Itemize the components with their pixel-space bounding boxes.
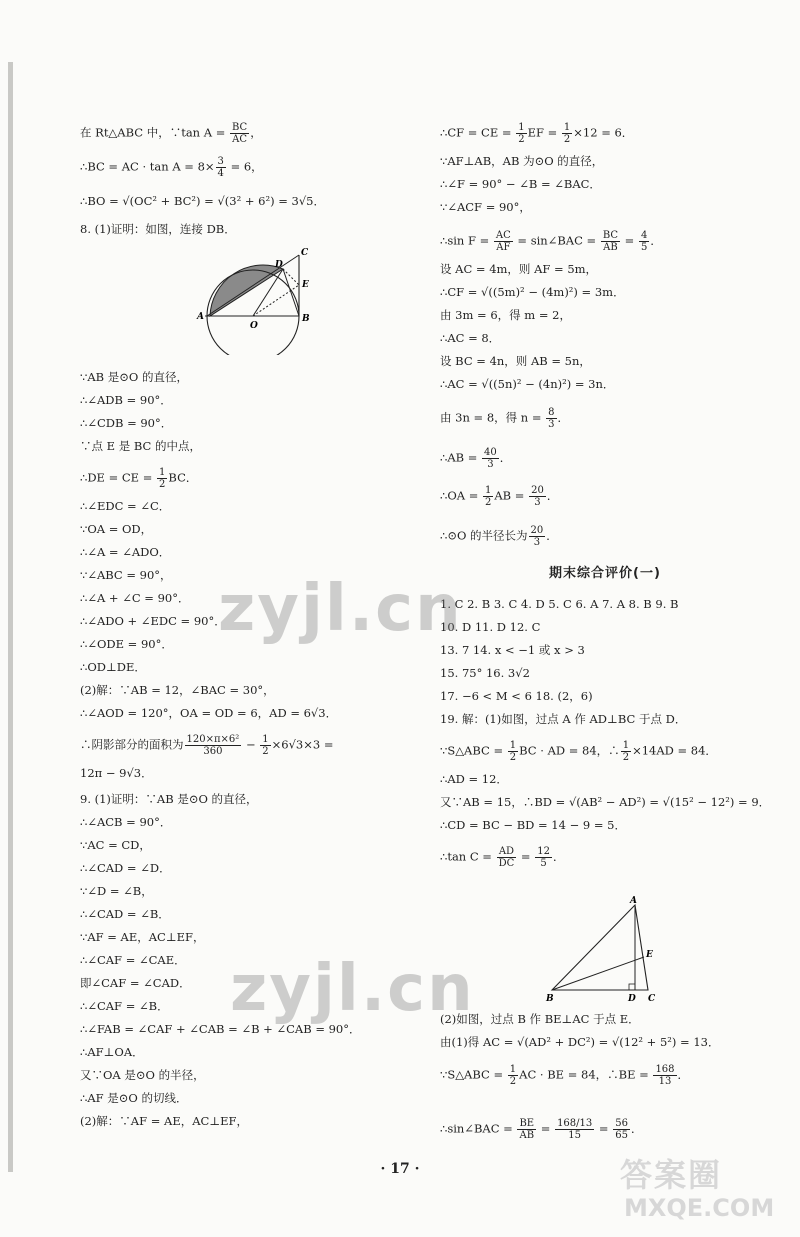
fraction: $\frac{8}{3}$ [548,407,555,430]
text-line: ∴OD⊥DE． [80,660,146,674]
text-line: ∴sin F = $\frac{AC}{AF}$ = sin∠BAC = $\frac{BC}{AB}$ = $\frac{4}{5}$ ． [440,230,662,253]
text-line: 15. 75° 16. 3√2 [440,666,530,680]
figure-triangle [540,895,670,1007]
watermark-1: zyjl.cn [218,572,463,646]
text-line: 又∵AB = 15，∴BD = √(AB² − AD²) = √(15² − 12²) = 9． [440,795,771,809]
text-line: 9. (1)证明：∵AB 是⊙O 的直径， [80,792,258,806]
corner-logo-title: 答案圈 [620,1156,723,1194]
text-line: ∵点 E 是 BC 的中点， [80,439,201,453]
text-line: ∴∠F = 90° − ∠B = ∠BAC． [440,177,601,191]
text-line: ∴BO = √(OC² + BC²) = √(3² + 6²) = 3√5． [80,194,325,208]
text-line: ∴∠A = ∠ADO． [80,545,171,559]
text-line: ∴∠ADO + ∠EDC = 90°． [80,614,226,628]
text-line: ∴∠ODE = 90°． [80,637,173,651]
text-line: 19. 解：(1)如图，过点 A 作 AD⊥BC 于点 D． [440,712,687,726]
fraction: $\frac{40}{3}$ [484,447,497,470]
text-line: 13. 7 14. x < −1 或 x > 3 [440,643,585,657]
text-line: 在 Rt△ABC 中，∵tan A = $\frac{BC}{AC}$ ， [80,122,262,145]
label-A: A [197,312,204,322]
fraction: $\frac{12}{5}$ [537,846,550,869]
text-line: ∴∠EDC = ∠C． [80,499,171,513]
text-line: ∴AD = 12． [440,772,508,786]
text-line: ∴∠CAD = ∠D． [80,861,171,875]
corner-logo-url: MXQE.COM [624,1194,775,1222]
text-line: 12π − 9√3． [80,766,153,780]
text-line: ∴BC = AC · tan A = 8× $\frac{3}{4}$ = 6， [80,156,263,179]
fraction: $\frac{3}{4}$ [217,156,224,179]
label-C2: C [648,994,656,1004]
text-line: ∵AF⊥AB，AB 为⊙O 的直径， [440,154,604,168]
figure-circle-geometry [195,245,320,355]
page-edge-shadow [8,62,13,1172]
text-line: 1. C 2. B 3. C 4. D 5. C 6. A 7. A 8. B 9. B [440,597,679,611]
text-line: ∴CF = CE = $\frac{1}{2}$ EF = $\frac{1}{2}$ ×12 = 6． [440,122,634,145]
text-line: ∴∠ACB = 90°． [80,815,172,829]
text-line: ∴∠FAB = ∠CAF + ∠CAB = ∠B + ∠CAB = 90°． [80,1022,361,1036]
fraction: $\frac{56}{65}$ [615,1118,628,1141]
text-line: ∵S△ABC = $\frac{1}{2}$ BC · AD = 84，∴ $\frac{1}{2}$ ×14AD = 84． [440,740,717,763]
corner-logo [620,1150,780,1230]
text-line: ∵OA = OD， [80,522,153,536]
fraction: $\frac{1}{2}$ [485,485,492,508]
text-line: ∵∠ACF = 90°， [440,200,531,214]
fraction: $\frac{BE}{AB}$ [519,1118,535,1141]
label-E: E [302,280,309,290]
label-B2: B [546,994,554,1004]
page-number: · 17 · [380,1161,420,1177]
text-line: ∵S△ABC = $\frac{1}{2}$ AC · BE = 84，∴BE = $\frac{168}{13}$ ． [440,1064,690,1087]
label-E2: E [646,950,653,960]
text-line: ∴DE = CE = $\frac{1}{2}$ BC． [80,467,198,490]
text-line: 由(1)得 AC = √(AD² + DC²) = √(12² + 5²) = 13． [440,1035,720,1049]
fraction: $\frac{BC}{AB}$ [602,230,619,253]
text-line: ∴⊙O 的半径长为 $\frac{20}{3}$ ． [440,525,558,548]
label-C: C [301,248,309,258]
watermark-2: zyjl.cn [230,952,475,1026]
text-line: ∴∠CDB = 90°． [80,416,173,430]
text-line: ∴tan C = $\frac{AD}{DC}$ = $\frac{12}{5}$ ． [440,846,565,869]
text-line: ∴∠CAD = ∠B． [80,907,170,921]
text-line: 10. D 11. D 12. C [440,620,541,634]
text-line: (2)解：∵AB = 12，∠BAC = 30°， [80,683,275,697]
text-line: ∴CD = BC − BD = 14 − 9 = 5． [440,818,626,832]
text-line: ∴∠AOD = 120°，OA = OD = 6，AD = 6√3． [80,706,338,720]
fraction: $\frac{AD}{DC}$ [498,846,515,869]
text-line: ∴AB = $\frac{40}{3}$ ． [440,447,512,470]
fraction: $\frac{1}{2}$ [509,1064,517,1087]
section-heading: 期末综合评价(一) [549,566,661,581]
label-D2: D [628,994,636,1004]
fraction: $\frac{BC}{AC}$ [232,122,248,145]
fraction: $\frac{1}{2}$ [563,122,571,145]
fraction: $\frac{168/13}{15}$ [557,1118,593,1141]
text-line: ∴sin∠BAC = $\frac{BE}{AB}$ = $\frac{168/13}{15}$ = $\frac{56}{65}$ ． [440,1118,643,1141]
text-line: ∴AC = 8． [440,331,501,345]
text-line: ∵∠D = ∠B， [80,884,153,898]
label-D: D [275,260,283,270]
fraction: $\frac{20}{3}$ [530,525,544,548]
fraction: $\frac{20}{3}$ [531,485,544,508]
label-O: O [250,321,258,331]
text-line: ∴∠ADB = 90°． [80,393,172,407]
text-line: 设 AC = 4m，则 AF = 5m， [440,262,598,276]
text-line: 由 3n = 8，得 n = $\frac{8}{3}$ ． [440,407,570,430]
text-line: ∵AF = AE，AC⊥EF， [80,930,205,944]
text-line: 8. (1)证明：如图，连接 DB． [80,222,236,236]
text-line: 即∠CAF = ∠CAD． [80,976,191,990]
text-line: ∵AC = CD， [80,838,151,852]
fraction: $\frac{168}{13}$ [655,1064,675,1087]
label-A2: A [630,896,637,906]
text-line: ∴∠CAF = ∠CAE． [80,953,186,967]
text-line: ∴阴影部分的面积为 $\frac{\text{120×π×6²}}{360}$ − $\frac{1}{2}$ ×6√3×3 = [80,734,334,757]
text-line: 又∵OA 是⊙O 的半径， [80,1068,205,1082]
fraction: $\frac{4}{5}$ [640,230,648,253]
text-line: ∴∠CAF = ∠B． [80,999,169,1013]
label-B: B [302,314,310,324]
text-line: ∴AF 是⊙O 的切线． [80,1091,188,1105]
text-line: ∵AB 是⊙O 的直径， [80,370,188,384]
text-line: (2)如图，过点 B 作 BE⊥AC 于点 E． [440,1012,640,1026]
text-line: ∴AC = √((5n)² − (4n)²) = 3n． [440,377,615,391]
text-line: ∴OA = $\frac{1}{2}$ AB = $\frac{20}{3}$ ． [440,485,559,508]
text-line: ∴CF = √((5m)² − (4m)²) = 3m． [440,285,625,299]
fraction: $\frac{\text{120×π×6²}}{360}$ [186,734,240,757]
fraction: $\frac{1}{2}$ [159,467,166,490]
text-line: 17. −6 < M < 6 18. (2，6) [440,689,593,703]
text-line: ∴AF⊥OA． [80,1045,144,1059]
fraction: $\frac{1}{2}$ [262,734,269,757]
text-line: 由 3m = 6，得 m = 2， [440,308,571,322]
fraction: $\frac{1}{2}$ [509,740,517,763]
text-line: ∴∠A + ∠C = 90°． [80,591,190,605]
fraction: $\frac{1}{2}$ [622,740,630,763]
text-line: 设 BC = 4n，则 AB = 5n， [440,354,591,368]
text-line: ∵∠ABC = 90°， [80,568,172,582]
text-line: (2)解：∵AF = AE，AC⊥EF， [80,1114,249,1128]
fraction: $\frac{1}{2}$ [518,122,525,145]
fraction: $\frac{AC}{AF}$ [495,230,511,253]
